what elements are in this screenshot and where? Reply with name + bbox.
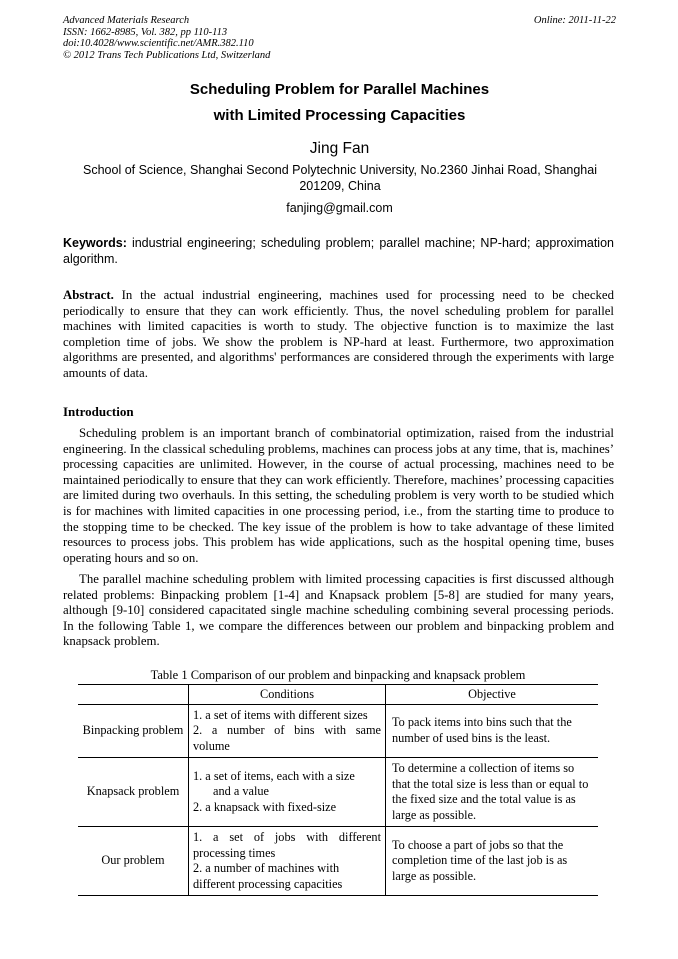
condition-1: 1. a set of items with different sizes: [193, 707, 368, 722]
condition-1: 1. a set of jobs with different processing times: [193, 830, 381, 860]
journal-issn: ISSN: 1662-8985, Vol. 382, pp 110-113: [63, 26, 228, 38]
row-name: Our problem: [78, 827, 189, 896]
condition-2: 2. a number of bins with same volume: [193, 723, 381, 753]
section-heading-introduction: Introduction: [63, 404, 134, 419]
row-objective: To choose a part of jobs so that the completion time of the last job is as large as possible.: [386, 827, 599, 896]
author-name: Jing Fan: [309, 140, 370, 157]
condition-2: 2. a number of machines with different processing capacities: [193, 861, 343, 891]
condition-2: 2. a knapsack with fixed-size: [193, 799, 337, 814]
intro-paragraph-2: The parallel machine scheduling problem with limited processing capacities is first discussed although related problems: Binpacking problem [1-4] and Knapsack problem [5-8] are studied for many years, although [9-10] considered capacitated single machine scheduling combining several processing periods. In the following Table 1, we compare the differences between our problem and binpacking problem and knapsack problem.: [63, 572, 614, 649]
author-email: fanjing@gmail.com: [286, 201, 393, 215]
author-affiliation: School of Science, Shanghai Second Polytechnic University, No.2360 Jinhai Road, Shanghai 201209, China: [83, 163, 597, 193]
abstract: [63, 288, 614, 382]
paper-title-line-1: Scheduling Problem for Parallel Machines: [189, 81, 490, 98]
journal-doi: doi:10.4028/www.scientific.net/AMR.382.110: [63, 38, 254, 49]
keywords-label: Keywords:: [63, 236, 127, 250]
condition-1-continued: and a value: [213, 784, 269, 799]
table-header-conditions: Conditions: [189, 685, 386, 705]
table-row: [78, 704, 598, 758]
table-row: [78, 758, 598, 827]
row-name: Knapsack problem: [78, 758, 189, 827]
journal-name: Advanced Materials Research: [63, 15, 190, 26]
paper-title-line-2: with Limited Processing Capacities: [213, 107, 466, 124]
row-conditions: [189, 704, 386, 758]
condition-1: 1. a set of items, each with a size: [193, 768, 355, 783]
abstract-label: Abstract.: [63, 288, 114, 302]
row-conditions: [189, 758, 386, 827]
table-header-blank: [78, 685, 189, 705]
table-caption: Table 1 Comparison of our problem and binpacking and knapsack problem: [150, 668, 526, 682]
table-header-objective: Objective: [386, 685, 599, 705]
row-conditions: [189, 827, 386, 896]
keywords-text: industrial engineering; scheduling problem; parallel machine; NP-hard; approximation algorithm.: [63, 236, 614, 266]
comparison-table: [78, 684, 598, 896]
journal-header: [63, 15, 616, 61]
keywords: [63, 236, 614, 267]
abstract-text: In the actual industrial engineering, machines used for processing need to be checked periodically to ensure that they can work efficiently. Thus, the novel scheduling problem for parallel machines with limited capacities is worth to study. The objective function is to maximize the last completion time of jobs. We show the problem is NP-hard at least. Furthermore, two approximation algorithms are presented, and algorithms' performances are considered through the experiments with large amounts of data.: [63, 288, 614, 380]
online-date: Online: 2011-11-22: [533, 15, 616, 26]
intro-paragraph-1: Scheduling problem is an important branch of combinatorial optimization, raised from the industrial engineering. In the classical scheduling problems, machines can process jobs at any time, that is, machines’ processing capacities are unlimited. However, in the course of actual processing, machines need to be maintained periodically to ensure that they can work efficiently. Therefore, machines’ processing capacities are limited during two overhauls. In this setting, the scheduling problem is very worth to be studied which is for machines with limited capacities in one processing period, i.e., from the starting time to produce to the stopping time to be checked. The key issue of the problem is how to take advantage of these limited resources to process jobs. This problem has wide applications, such as the hospital opening time, buses operating hours and so on.: [63, 426, 614, 565]
row-objective: To determine a collection of items so that the total size is less than or equal to the fixed size and the total value is as large as possible.: [386, 758, 599, 827]
table-row: [78, 827, 598, 896]
journal-copyright: © 2012 Trans Tech Publications Ltd, Switzerland: [63, 49, 271, 61]
table-header-row: [78, 685, 598, 705]
row-objective: To pack items into bins such that the number of used bins is the least.: [386, 704, 599, 758]
row-name: Binpacking problem: [78, 704, 189, 758]
